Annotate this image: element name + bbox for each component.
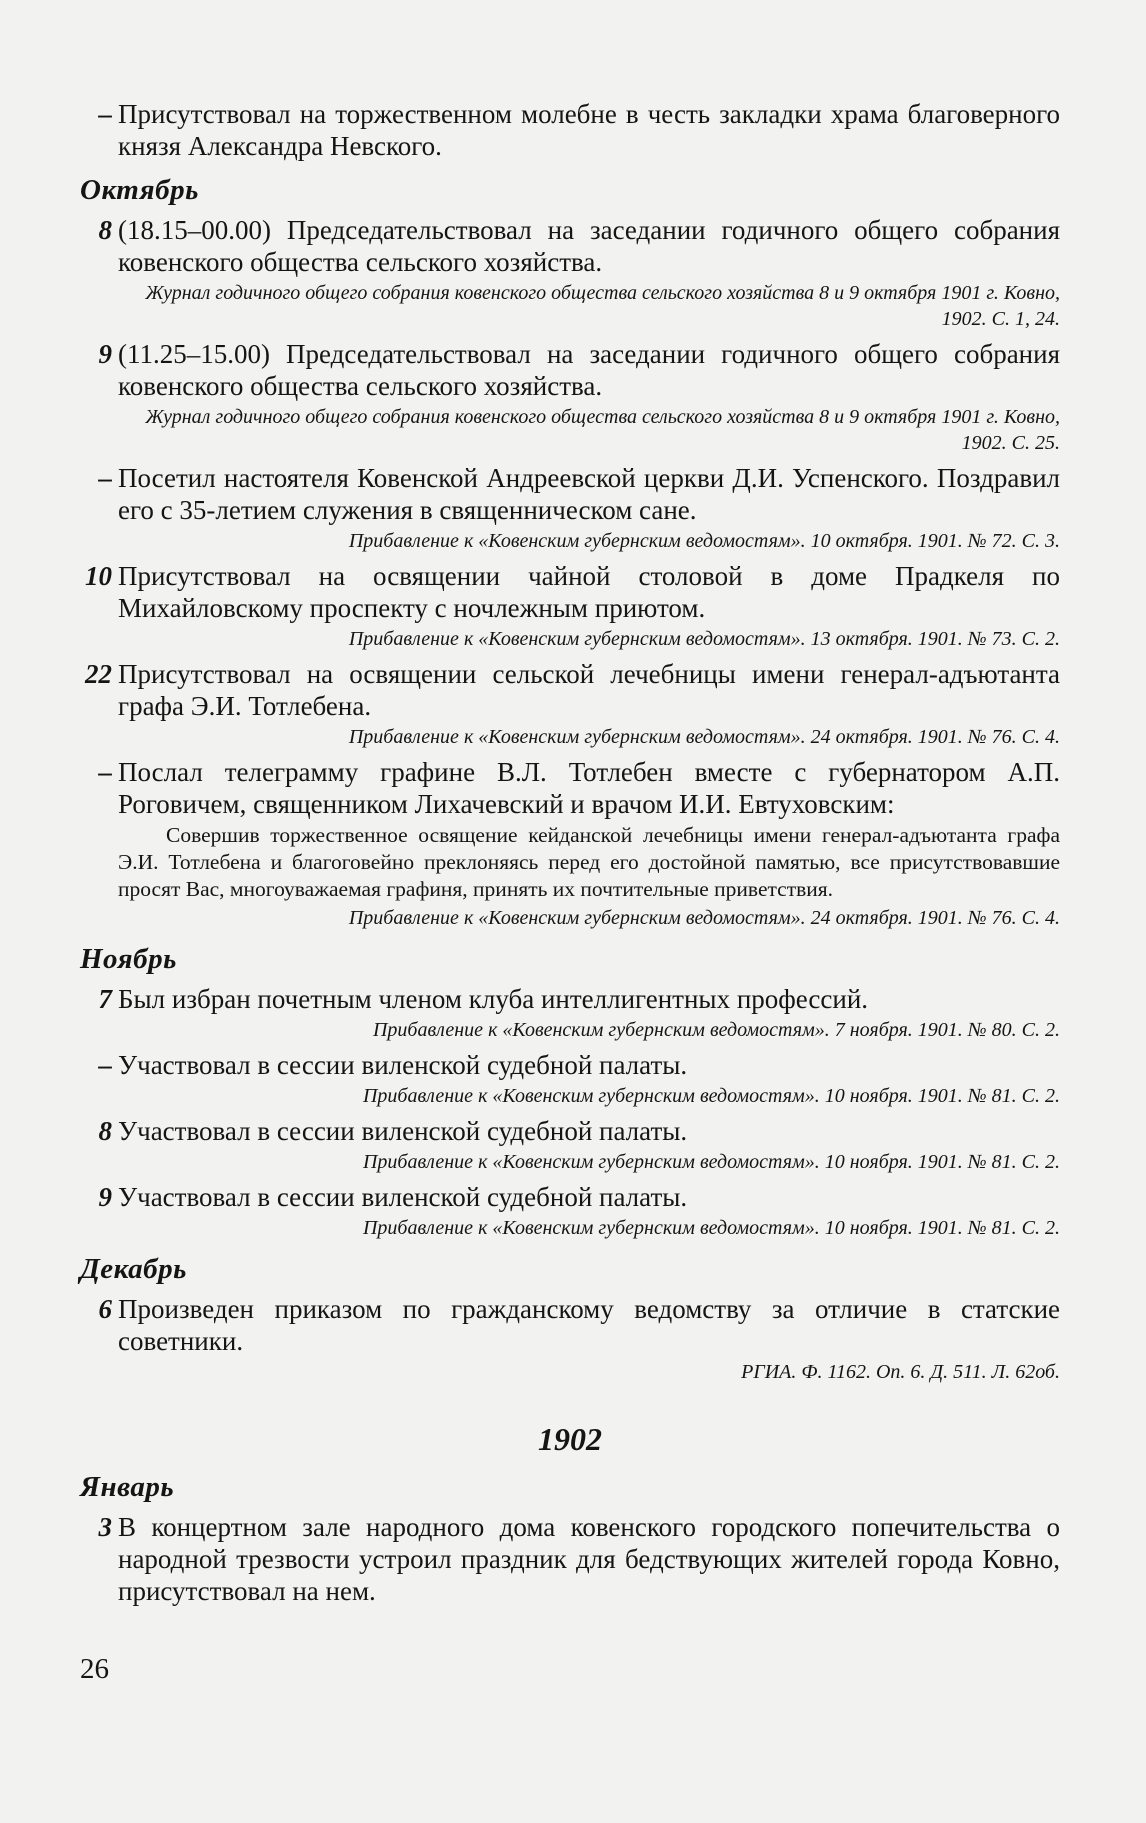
entry-source: Прибавление к «Ковенским губернским ведомостям». 10 ноября. 1901. № 81. С. 2.: [362, 1217, 1060, 1239]
entry: [80, 756, 1060, 820]
entry-text: Участвовал в сессии виленской судебной палаты.: [118, 1116, 688, 1146]
month-heading: Декабрь: [80, 1253, 187, 1285]
entry-source: Прибавление к «Ковенским губернским ведомостям». 24 октября. 1901. № 76. С. 4.: [348, 726, 1060, 748]
entry: [80, 98, 1060, 162]
entry: [80, 1115, 1060, 1175]
entry-source: Прибавление к «Ковенским губернским ведомостям». 10 ноября. 1901. № 81. С. 2.: [362, 1085, 1060, 1107]
entry-date: 9: [98, 1182, 112, 1212]
entry-source: Прибавление к «Ковенским губернским ведомостям». 10 ноября. 1901. № 81. С. 2.: [362, 1151, 1060, 1173]
entry-date: 8: [98, 1116, 112, 1146]
entry: [80, 560, 1060, 652]
month-heading: Ноябрь: [80, 943, 177, 975]
entry: [80, 1049, 1060, 1109]
entry: [80, 214, 1060, 332]
entry-text: Присутствовал на освящении сельской лечебницы имени генерал-адъютанта графа Э.И. Тотлебена.: [118, 659, 1060, 721]
entry-date: –: [98, 463, 112, 493]
entry: [80, 338, 1060, 456]
month-heading: Январь: [80, 1471, 175, 1503]
entry-date: 8: [98, 215, 112, 245]
entry-text: Произведен приказом по гражданскому ведомству за отличие в статские советники.: [118, 1294, 1060, 1356]
entry: [80, 983, 1060, 1043]
entry-text: Участвовал в сессии виленской судебной палаты.: [118, 1182, 688, 1212]
entry-date: 3: [98, 1512, 112, 1542]
entry: [80, 462, 1060, 554]
entry-date: 22: [85, 659, 112, 689]
entry-text: Был избран почетным членом клуба интеллигентных профессий.: [118, 984, 869, 1014]
entry-source: Прибавление к «Ковенским губернским ведомостям». 10 октября. 1901. № 72. С. 3.: [348, 530, 1060, 552]
telegram-quote: [80, 822, 1060, 903]
entry-text: Посетил настоятеля Ковенской Андреевской церкви Д.И. Успенского. Поздравил его с 35-летием служения в священническом сане.: [118, 463, 1060, 525]
page-body: [80, 92, 1060, 1607]
entry-source: Прибавление к «Ковенским губернским ведомостям». 24 октября. 1901. № 76. С. 4.: [348, 907, 1060, 929]
entry-date: 6: [98, 1294, 112, 1324]
entry-text: В концертном зале народного дома ковенского городского попечительства о народной трезвости устроил праздник для бедствующих жителей города Ковно, присутствовал на нем.: [118, 1512, 1060, 1606]
entry: [80, 658, 1060, 750]
entry-text: Участвовал в сессии виленской судебной палаты.: [118, 1050, 688, 1080]
entry: [80, 1181, 1060, 1241]
entry-date: 10: [85, 561, 112, 591]
quote-text: Совершив торжественное освящение кейданской лечебницы имени генерал-адъютанта графа Э.И. Тотлебена и благоговейно преклоняясь перед его достойной памятью, все присутствовавшие просят Вас, многоуважаемая графиня, принять их почтительные приветствия.: [118, 823, 1060, 901]
entry-text: Присутствовал на торжественном молебне в честь закладки храма благоверного князя Александра Невского.: [118, 99, 1060, 161]
entry-date: 7: [98, 984, 112, 1014]
entry-source: РГИА. Ф. 1162. Оп. 6. Д. 511. Л. 62об.: [741, 1361, 1060, 1383]
entry-text: (18.15–00.00) Председательствовал на заседании годичного общего собрания ковенского общества сельского хозяйства.: [118, 215, 1060, 277]
entry-date: –: [98, 757, 112, 787]
entry-source: Прибавление к «Ковенским губернским ведомостям». 7 ноября. 1901. № 80. С. 2.: [372, 1019, 1060, 1041]
entry-date: –: [98, 99, 112, 129]
month-heading: Октябрь: [80, 174, 199, 206]
page-number: 26: [80, 1653, 109, 1685]
entry-source: Журнал годичного общего собрания ковенского общества сельского хозяйства 8 и 9 октября 1901 г. Ковно, 1902. С. 25.: [145, 406, 1060, 454]
entry-source: Журнал годичного общего собрания ковенского общества сельского хозяйства 8 и 9 октября 1901 г. Ковно, 1902. С. 1, 24.: [145, 282, 1060, 330]
year-heading: 1902: [538, 1421, 602, 1457]
entry-text: (11.25–15.00) Председательствовал на заседании годичного общего собрания ковенского общества сельского хозяйства.: [118, 339, 1060, 401]
entry: [80, 1293, 1060, 1385]
entry-text: Послал телеграмму графине В.Л. Тотлебен вместе с губернатором А.П. Роговичем, священником Лихачевский и врачом И.И. Евтуховским:: [118, 757, 1060, 819]
entry-source: Прибавление к «Ковенским губернским ведомостям». 13 октября. 1901. № 73. С. 2.: [348, 628, 1060, 650]
entry: [80, 1511, 1060, 1607]
entry-date: –: [98, 1050, 112, 1080]
entry-text: Присутствовал на освящении чайной столовой в доме Прадкеля по Михайловскому проспекту с ночлежным приютом.: [118, 561, 1060, 623]
entry-date: 9: [98, 339, 112, 369]
